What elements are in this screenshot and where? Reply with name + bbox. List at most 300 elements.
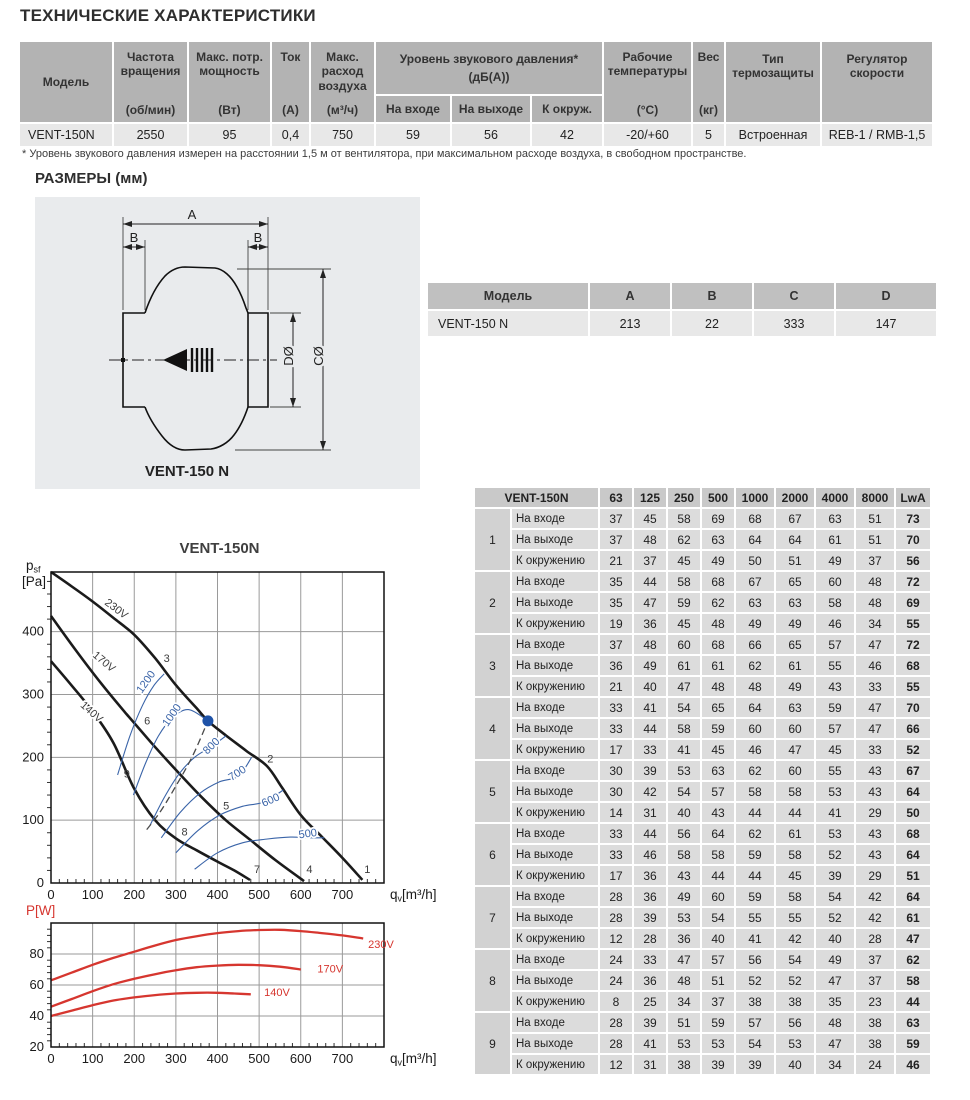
sound-value: 59: [736, 887, 774, 906]
freq-header: 4000: [816, 488, 854, 507]
sound-table-row: [475, 929, 930, 948]
lwa-value: 69: [896, 593, 930, 612]
sound-value: 63: [736, 593, 774, 612]
dimensions-table: [428, 283, 936, 336]
sound-value: 50: [736, 551, 774, 570]
sound-value: 49: [776, 614, 814, 633]
sound-value: 53: [668, 761, 700, 780]
curve-label: 7: [253, 863, 261, 876]
dim-label-a: A: [187, 207, 197, 222]
drawing-caption: VENT-150 N: [144, 463, 230, 480]
sound-value: 58: [776, 887, 814, 906]
sound-value: 46: [736, 740, 774, 759]
sound-value: 68: [702, 572, 734, 591]
sound-value: 21: [600, 551, 632, 570]
sound-value: 66: [736, 635, 774, 654]
dimension-lines: [123, 224, 323, 450]
svg-text:500: 500: [248, 887, 270, 902]
spec-col-sound-group: Уровень звукового давления* (дБ(А)) На входе На выходе К окруж.: [376, 42, 602, 122]
sound-value: 48: [634, 530, 666, 549]
sound-value: 68: [736, 509, 774, 528]
group-number: 1: [475, 509, 510, 570]
row-label: На выходе: [512, 719, 598, 738]
svg-text:100: 100: [22, 812, 44, 828]
sound-value: 59: [702, 719, 734, 738]
dimension-drawing-panel: [35, 197, 420, 489]
spec-col-model: Модель: [20, 42, 112, 122]
lwa-value: 68: [896, 656, 930, 675]
sound-value: 42: [856, 887, 894, 906]
curve-label: 500: [297, 826, 318, 842]
sound-value: 38: [776, 992, 814, 1011]
sound-value: 19: [600, 614, 632, 633]
sound-table-row: [475, 614, 930, 633]
svg-text:0: 0: [36, 875, 44, 890]
svg-text:400: 400: [22, 623, 44, 639]
dim-value-model: VENT-150 N: [428, 311, 588, 336]
sound-value: 58: [668, 845, 700, 864]
sound-value: 36: [634, 887, 666, 906]
sound-value: 49: [776, 677, 814, 696]
sound-value: 54: [776, 950, 814, 969]
lwa-value: 63: [896, 1013, 930, 1032]
sound-value: 61: [776, 656, 814, 675]
sound-value: 17: [600, 740, 632, 759]
sound-table-row: [475, 1034, 930, 1053]
sound-value: 51: [856, 509, 894, 528]
lwa-value: 70: [896, 698, 930, 717]
sound-value: 43: [668, 866, 700, 885]
svg-text:60: 60: [29, 977, 44, 992]
sound-value: 56: [736, 950, 774, 969]
curve-label: 170V: [90, 649, 118, 675]
svg-text:600: 600: [289, 887, 312, 902]
spec-col-airflow: Макс. расход воздуха (м³/ч): [311, 42, 374, 122]
curve-label: 600: [259, 791, 282, 810]
sound-value: 55: [816, 656, 854, 675]
dim-header-a: A: [590, 283, 670, 309]
row-label: К окружению: [512, 992, 598, 1011]
sound-value: 39: [702, 1055, 734, 1074]
sound-value: 44: [634, 572, 666, 591]
sound-value: 56: [668, 824, 700, 843]
svg-text:300: 300: [165, 887, 187, 902]
sound-value: 64: [702, 824, 734, 843]
curve-label: 230V: [368, 938, 394, 951]
lwa-value: 62: [896, 950, 930, 969]
sound-value: 28: [600, 908, 632, 927]
lwa-value: 56: [896, 551, 930, 570]
sound-value: 44: [736, 866, 774, 885]
lwa-value: 58: [896, 971, 930, 990]
group-number: 4: [475, 698, 510, 759]
y-axis-unit: [Pa]: [22, 574, 47, 589]
sound-value: 41: [634, 1034, 666, 1053]
sound-value: 51: [856, 530, 894, 549]
sound-value: 60: [776, 719, 814, 738]
sound-value: 51: [702, 971, 734, 990]
dim-value-c: 333: [754, 311, 834, 336]
svg-text:40: 40: [29, 1008, 44, 1023]
sound-value: 38: [668, 1055, 700, 1074]
sound-value: 24: [856, 1055, 894, 1074]
minor-ticks: [47, 929, 376, 1047]
sound-value: 49: [668, 887, 700, 906]
spec-col-thermal: Тип термозащиты: [726, 42, 820, 122]
sound-value: 57: [702, 782, 734, 801]
sound-value: 17: [600, 866, 632, 885]
sound-value: 60: [668, 635, 700, 654]
lwa-value: 72: [896, 635, 930, 654]
sound-value: 43: [856, 782, 894, 801]
sound-value: 54: [816, 887, 854, 906]
sound-value: 45: [702, 740, 734, 759]
chart-title: VENT-150N: [179, 540, 260, 557]
curve-label: 1200: [134, 668, 159, 696]
sound-value: 37: [702, 992, 734, 1011]
sound-value: 60: [736, 719, 774, 738]
row-label: К окружению: [512, 866, 598, 885]
row-label: На выходе: [512, 782, 598, 801]
x-axis-label: qv[m³/h]: [390, 887, 437, 904]
sound-value: 64: [736, 698, 774, 717]
sound-table-row: [475, 761, 930, 780]
sound-table-row: [475, 1013, 930, 1032]
sound-value: 45: [634, 509, 666, 528]
sound-value: 63: [702, 761, 734, 780]
sound-value: 58: [736, 782, 774, 801]
spec-subcol-inlet: На входе: [376, 96, 450, 122]
curve-label: 5: [223, 800, 230, 813]
sound-value: 39: [634, 1013, 666, 1032]
sound-value: 44: [736, 803, 774, 822]
svg-text:20: 20: [29, 1039, 44, 1054]
sound-value: 28: [634, 929, 666, 948]
sound-value: 58: [816, 593, 854, 612]
operating-point-marker: [202, 715, 213, 726]
sound-value: 47: [816, 1034, 854, 1053]
dimensions-heading: РАЗМЕРЫ (мм): [35, 170, 148, 187]
sound-value: 12: [600, 1055, 632, 1074]
sound-value: 53: [816, 782, 854, 801]
sound-value: 36: [634, 866, 666, 885]
row-label: На выходе: [512, 593, 598, 612]
sound-value: 54: [736, 1034, 774, 1053]
group-number: 6: [475, 824, 510, 885]
dim-label-b-left: B: [129, 230, 139, 245]
sound-table-row: [475, 572, 930, 591]
group-number: 8: [475, 950, 510, 1011]
sound-value: 37: [856, 551, 894, 570]
dim-value-d: 147: [836, 311, 936, 336]
sound-value: 63: [776, 698, 814, 717]
sound-value: 14: [600, 803, 632, 822]
sound-value: 47: [776, 740, 814, 759]
sound-table-row: [475, 719, 930, 738]
lwa-value: 64: [896, 782, 930, 801]
sound-value: 48: [856, 572, 894, 591]
sound-value: 12: [600, 929, 632, 948]
sound-value: 67: [736, 572, 774, 591]
spec-value-power: 95: [189, 124, 270, 146]
svg-text:0: 0: [47, 887, 55, 902]
sound-value: 62: [736, 824, 774, 843]
sound-value: 33: [600, 845, 632, 864]
sound-value: 55: [816, 761, 854, 780]
sound-value: 23: [856, 992, 894, 1011]
lwa-value: 46: [896, 1055, 930, 1074]
group-number: 3: [475, 635, 510, 696]
svg-text:100: 100: [81, 1051, 104, 1066]
lwa-value: 66: [896, 719, 930, 738]
sound-value: 37: [856, 950, 894, 969]
row-label: К окружению: [512, 614, 598, 633]
curve-label: 9: [123, 768, 130, 781]
sound-value: 45: [668, 551, 700, 570]
svg-text:80: 80: [29, 946, 44, 961]
series-230V: [51, 930, 363, 981]
freq-header: 2000: [776, 488, 814, 507]
sound-value: 53: [816, 824, 854, 843]
sound-value: 49: [816, 950, 854, 969]
sound-value: 53: [702, 1034, 734, 1053]
dim-value-a: 213: [590, 311, 670, 336]
row-label: На входе: [512, 572, 598, 591]
sound-value: 51: [668, 1013, 700, 1032]
sound-value: 57: [702, 950, 734, 969]
sound-value: 43: [856, 761, 894, 780]
spec-subcol-ambient: К окруж.: [532, 96, 602, 122]
grid-lines: [51, 923, 384, 1047]
lwa-value: 55: [896, 677, 930, 696]
sound-value: 64: [736, 530, 774, 549]
row-label: На выходе: [512, 530, 598, 549]
extension-lines: [123, 217, 331, 450]
sound-value: 43: [856, 845, 894, 864]
sound-value: 41: [736, 929, 774, 948]
sound-value: 53: [776, 1034, 814, 1053]
freq-header: 500: [702, 488, 734, 507]
freq-header: 250: [668, 488, 700, 507]
lwa-value: 59: [896, 1034, 930, 1053]
row-label: На входе: [512, 887, 598, 906]
dim-label-c: CØ: [311, 346, 326, 366]
sound-value: 35: [600, 593, 632, 612]
sound-table-header-row: [475, 488, 930, 507]
row-label: На входе: [512, 635, 598, 654]
sound-table-row: [475, 551, 930, 570]
sound-table-row: [475, 698, 930, 717]
lwa-value: 47: [896, 929, 930, 948]
sound-value: 41: [634, 698, 666, 717]
sound-value: 58: [776, 782, 814, 801]
sound-value: 65: [776, 572, 814, 591]
sound-value: 59: [668, 593, 700, 612]
sound-value: 47: [856, 698, 894, 717]
sound-value: 36: [600, 656, 632, 675]
sound-value: 49: [736, 614, 774, 633]
curve-label: 1: [364, 863, 371, 876]
sound-table-row: [475, 950, 930, 969]
sound-value: 61: [702, 656, 734, 675]
sound-value: 60: [702, 887, 734, 906]
power-chart: [0, 898, 440, 1090]
lwa-value: 51: [896, 866, 930, 885]
sound-table-row: [475, 740, 930, 759]
row-label: На входе: [512, 824, 598, 843]
spec-value-model: VENT-150N: [20, 124, 112, 146]
sound-value: 43: [856, 824, 894, 843]
curve-label: 800: [200, 735, 223, 758]
sound-table-model-header: VENT-150N: [475, 488, 598, 507]
sound-value: 53: [668, 908, 700, 927]
sound-value: 47: [668, 950, 700, 969]
sound-value: 54: [668, 698, 700, 717]
fan-dimension-drawing: [35, 197, 420, 489]
sound-value: 24: [600, 950, 632, 969]
lwa-value: 72: [896, 572, 930, 591]
svg-text:400: 400: [206, 1051, 229, 1066]
sound-value: 65: [776, 635, 814, 654]
sound-value: 49: [634, 656, 666, 675]
sound-value: 33: [600, 719, 632, 738]
spec-table: [20, 42, 932, 146]
sound-value: 25: [634, 992, 666, 1011]
lwa-value: 61: [896, 908, 930, 927]
curve-label: 4: [306, 863, 313, 876]
sound-value: 54: [702, 908, 734, 927]
sound-value: 44: [634, 824, 666, 843]
spec-col-power: Макс. потр. мощность (Вт): [189, 42, 270, 122]
dim-header-b: B: [672, 283, 752, 309]
sound-value: 48: [702, 677, 734, 696]
sound-value: 44: [776, 803, 814, 822]
sound-value: 58: [668, 509, 700, 528]
page-title: ТЕХНИЧЕСКИЕ ХАРАКТЕРИСТИКИ: [20, 6, 316, 25]
tick-labels: [22, 624, 353, 902]
sound-value: 62: [736, 761, 774, 780]
sound-value: 59: [702, 1013, 734, 1032]
lwa-value: 52: [896, 740, 930, 759]
spec-value-current: 0,4: [272, 124, 309, 146]
dim-label-b-right: B: [253, 230, 263, 245]
sound-value: 38: [856, 1034, 894, 1053]
spec-col-regulator: Регулятор скорости: [822, 42, 932, 122]
sound-value: 47: [856, 719, 894, 738]
sound-value: 69: [702, 509, 734, 528]
sound-value: 39: [736, 1055, 774, 1074]
sound-value: 52: [736, 971, 774, 990]
row-label: На входе: [512, 509, 598, 528]
performance-chart: [0, 535, 440, 905]
x-axis-label: qv[m³/h]: [390, 1051, 437, 1068]
sound-value: 45: [816, 740, 854, 759]
sound-value: 37: [600, 509, 632, 528]
spec-col-rpm: Частота вращения (об/мин): [114, 42, 187, 122]
sound-value: 36: [668, 929, 700, 948]
sound-value: 37: [856, 971, 894, 990]
sound-value: 47: [856, 635, 894, 654]
sound-value: 39: [634, 761, 666, 780]
sound-levels-table: [473, 486, 932, 1076]
lwa-value: 55: [896, 614, 930, 633]
row-label: На выходе: [512, 971, 598, 990]
sound-table-row: [475, 971, 930, 990]
svg-text:700: 700: [331, 887, 354, 902]
row-label: На выходе: [512, 1034, 598, 1053]
sound-value: 28: [600, 887, 632, 906]
sound-value: 62: [702, 593, 734, 612]
sound-value: 53: [668, 1034, 700, 1053]
sound-value: 35: [816, 992, 854, 1011]
curve-label: 3: [163, 652, 170, 665]
sound-value: 51: [776, 551, 814, 570]
sound-value: 30: [600, 761, 632, 780]
sound-value: 54: [668, 782, 700, 801]
curve-label: 140V: [77, 699, 105, 726]
sound-value: 33: [600, 824, 632, 843]
spec-value-airflow: 750: [311, 124, 374, 146]
spec-footnote: * Уровень звукового давления измерен на расстоянии 1,5 м от вентилятора, при максимальном расходе воздуха, в свободном пространстве.: [22, 148, 747, 160]
sound-value: 36: [634, 614, 666, 633]
row-label: На выходе: [512, 845, 598, 864]
sound-value: 45: [776, 866, 814, 885]
sound-value: 37: [600, 635, 632, 654]
sound-value: 61: [776, 824, 814, 843]
sound-value: 63: [816, 509, 854, 528]
sound-table-row: [475, 635, 930, 654]
freq-header: 8000: [856, 488, 894, 507]
lwa-value: 64: [896, 845, 930, 864]
sound-value: 64: [776, 530, 814, 549]
tick-labels: [30, 946, 354, 1066]
curve-label: 230V: [102, 596, 130, 622]
sound-value: 57: [816, 719, 854, 738]
sound-value: 40: [668, 803, 700, 822]
sound-table-row: [475, 824, 930, 843]
sound-value: 60: [776, 761, 814, 780]
group-number: 2: [475, 572, 510, 633]
centerline-and-flow-arrow: [109, 348, 277, 372]
sound-value: 31: [634, 803, 666, 822]
sound-value: 67: [776, 509, 814, 528]
sound-value: 47: [634, 593, 666, 612]
sound-value: 28: [600, 1013, 632, 1032]
lwa-value: 44: [896, 992, 930, 1011]
freq-header: LwA: [896, 488, 930, 507]
svg-text:500: 500: [248, 1051, 270, 1066]
sound-table-row: [475, 677, 930, 696]
row-label: На выходе: [512, 656, 598, 675]
freq-header: 1000: [736, 488, 774, 507]
sound-value: 33: [600, 698, 632, 717]
lwa-value: 68: [896, 824, 930, 843]
series-170V: [51, 616, 304, 881]
curve-label: 700: [226, 763, 249, 784]
svg-text:0: 0: [47, 1051, 55, 1066]
sound-value: 43: [816, 677, 854, 696]
row-label: К окружению: [512, 929, 598, 948]
svg-text:300: 300: [165, 1051, 187, 1066]
row-label: На входе: [512, 950, 598, 969]
spec-col-temp: Рабочие температуры (°C): [604, 42, 691, 122]
sound-value: 24: [600, 971, 632, 990]
sound-value: 28: [856, 929, 894, 948]
flow-arrow-icon: [163, 349, 187, 371]
sound-value: 68: [702, 635, 734, 654]
row-label: К окружению: [512, 740, 598, 759]
spec-col-weight: Вес (кг): [693, 42, 724, 122]
